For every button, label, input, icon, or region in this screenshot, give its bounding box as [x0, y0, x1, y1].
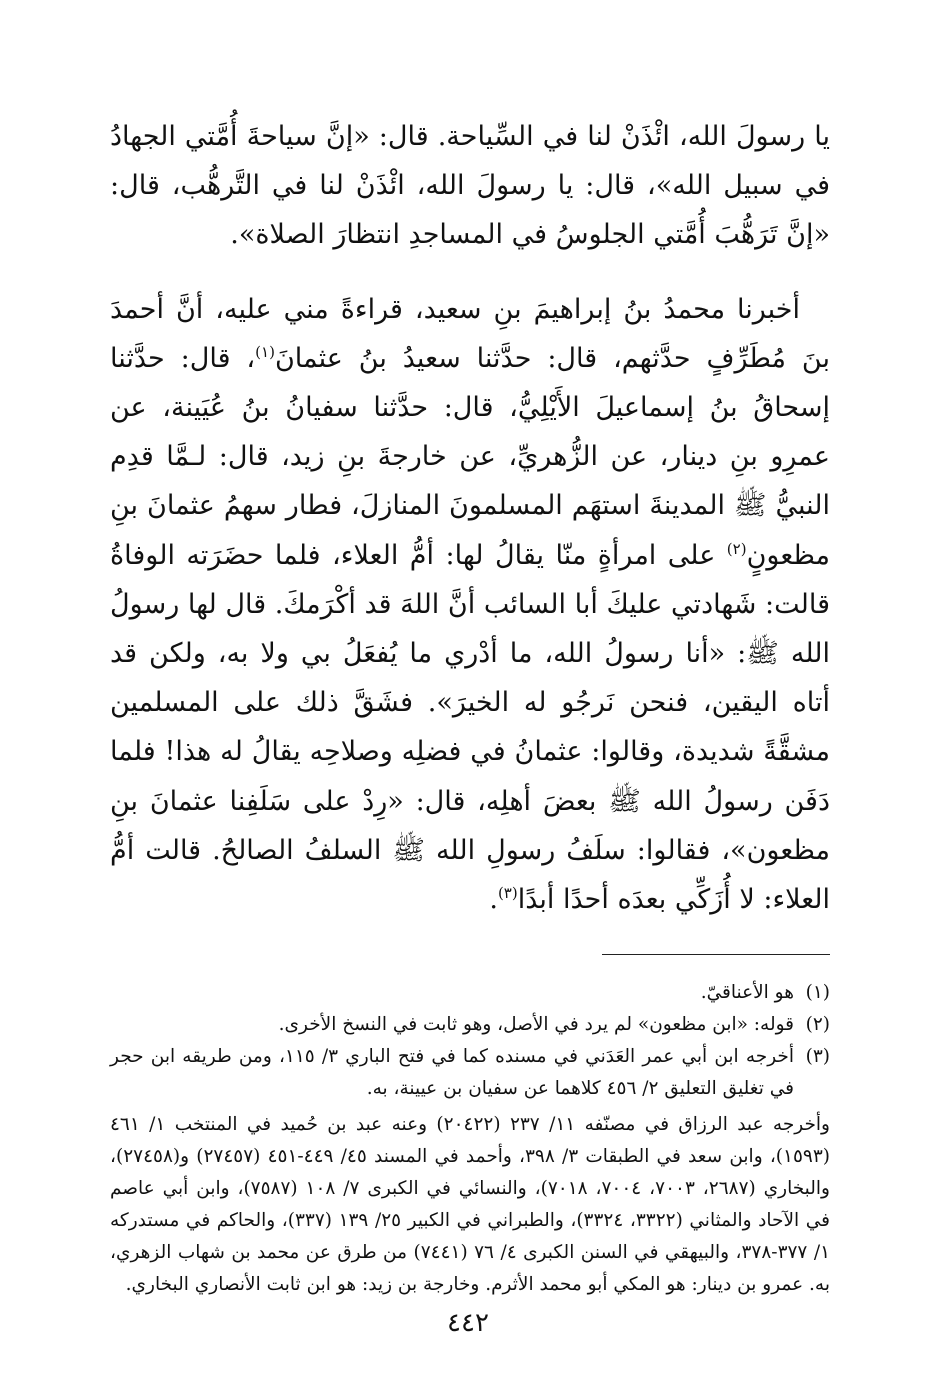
- footnote-text: هو الأعناقيّ.: [700, 982, 794, 1004]
- footnote: [110, 1009, 830, 1041]
- footnotes: [110, 977, 830, 1301]
- footnote-text: قوله: «ابن مظعون» لم يرد في الأصل، وهو ثابت في النسخ الأخرى.: [278, 1014, 794, 1036]
- paragraph-text: ، قال: حدَّثنا إسحاقُ بنُ إسماعيلَ الأَيْلِيُّ، قال: حدَّثنا سفيانُ بنُ عُيَينة، عن عمرِو بنِ دينار، عن الزُّهريِّ، عن خارجةَ بنِ زيد، قال: لـمَّا قدِم النبيُّ ﷺ المدينةَ استهَم المسلمونَ المنازلَ، فطار سهمُ عثمانَ بنِ مظعونٍ: [110, 342, 830, 571]
- footnote-marker: (٢): [726, 539, 747, 558]
- paragraph-text: على امرأةٍ منّا يقالُ لها: أمُّ العلاء، فلما حضَرَته الوفاةُ قالت: شَهادتي عليكَ أبا السائب أنَّ اللهَ قد أكْرَمكَ. قال لها رسولُ الله ﷺ: «أنا رسولُ الله، ما أدْري ما يُفعَلُ بي ولا به، ولكن قد أتاه اليقين، فنحن نَرجُو له الخيرَ». فشَقَّ ذلك على المسلمين مشقَّةً شديدة، وقالوا: عثمانُ في فضلِه وصلاحِه يقالُ له هذا! فلما دَفَن رسولُ الله ﷺ بعضَ أهلِه، قال: «رِدْ على سَلَفِنا عثمانَ بنِ مظعون»، فقالوا: سلَفُ رسولِ الله ﷺ السلفُ الصالحُ. قالت أمُّ العلاء: لا أُزَكِّي بعدَه أحدًا أبدًا: [110, 539, 830, 916]
- footnote-divider: [602, 954, 830, 955]
- paragraph: يا رسولَ الله، ائْذَنْ لنا في السِّياحة. قال: «إنَّ سياحةَ أُمَّتي الجهادُ في سبيل الله»، قال: يا رسولَ الله، ائْذَنْ لنا في التَّرهُّب، قال: «إنَّ تَرَهُّبَ أُمَّتي الجلوسُ في المساجدِ انتظارَ الصلاة».: [110, 121, 830, 251]
- footnote-number: (٢): [805, 1014, 830, 1036]
- paragraph-text: أخبرنا محمدُ بنُ إبراهيمَ بنِ سعيد، قراءةً مني عليه، أنَّ أحمدَ بنَ مُطَرِّفٍ حدَّثهم، قال: حدَّثنا سعيدُ بنُ عثمانَ: [110, 293, 830, 374]
- footnote-marker: (١): [255, 342, 275, 361]
- footnote-number: (١): [805, 982, 830, 1004]
- page-number: ٤٤٢: [447, 1308, 489, 1338]
- main-text: [110, 112, 830, 924]
- footnote: [110, 1041, 830, 1105]
- footnote-continuation: وأخرجه عبد الرزاق في مصنّفه ١١/ ٢٣٧ (٢٠٤٢٢) وعنه عبد بن حُميد في المنتخب ١/ ٤٦١ (١٥٩٣)، وابن سعد في الطبقات ٣/ ٣٩٨، وأحمد في المسند ٤٥/ ٤٤٩-٤٥١ (٢٧٤٥٧) و(٢٧٤٥٨)، والبخاري (٢٦٨٧، ٧٠٠٣، ٧٠٠٤، ٧٠١٨)، والنسائي في الكبرى ٧/ ١٠٨ (٧٥٨٧)، وابن أبي عاصم في الآحاد والمثاني (٣٣٢٢، ٣٣٢٤)، والطبراني في الكبير ٢٥/ ١٣٩ (٣٣٧)، والحاكم في مستدركه ١/ ٣٧٧-٣٧٨، والبيهقي في السنن الكبرى ٤/ ٧٦ (٧٤٤١) من طرق عن محمد بن شهاب الزهري، به. عمرو بن دينار: هو المكي أبو محمد الأثرم. وخارجة بن زيد: هو ابن ثابت الأنصاري البخاري.: [110, 1114, 830, 1296]
- footnote-marker: (٣): [497, 884, 518, 903]
- footnote-number: (٣): [805, 1046, 830, 1068]
- paragraph: [110, 285, 830, 925]
- footnote: [110, 977, 830, 1009]
- paragraph-end: .: [489, 884, 498, 916]
- footnote-text: أخرجه ابن أبي عمر العَدَني في مسنده كما في فتح الباري ٣/ ١١٥، ومن طريقه ابن حجر في تغليق التعليق ٢/ ٤٥٦ كلاهما عن سفيان بن عيينة، به.: [110, 1046, 795, 1100]
